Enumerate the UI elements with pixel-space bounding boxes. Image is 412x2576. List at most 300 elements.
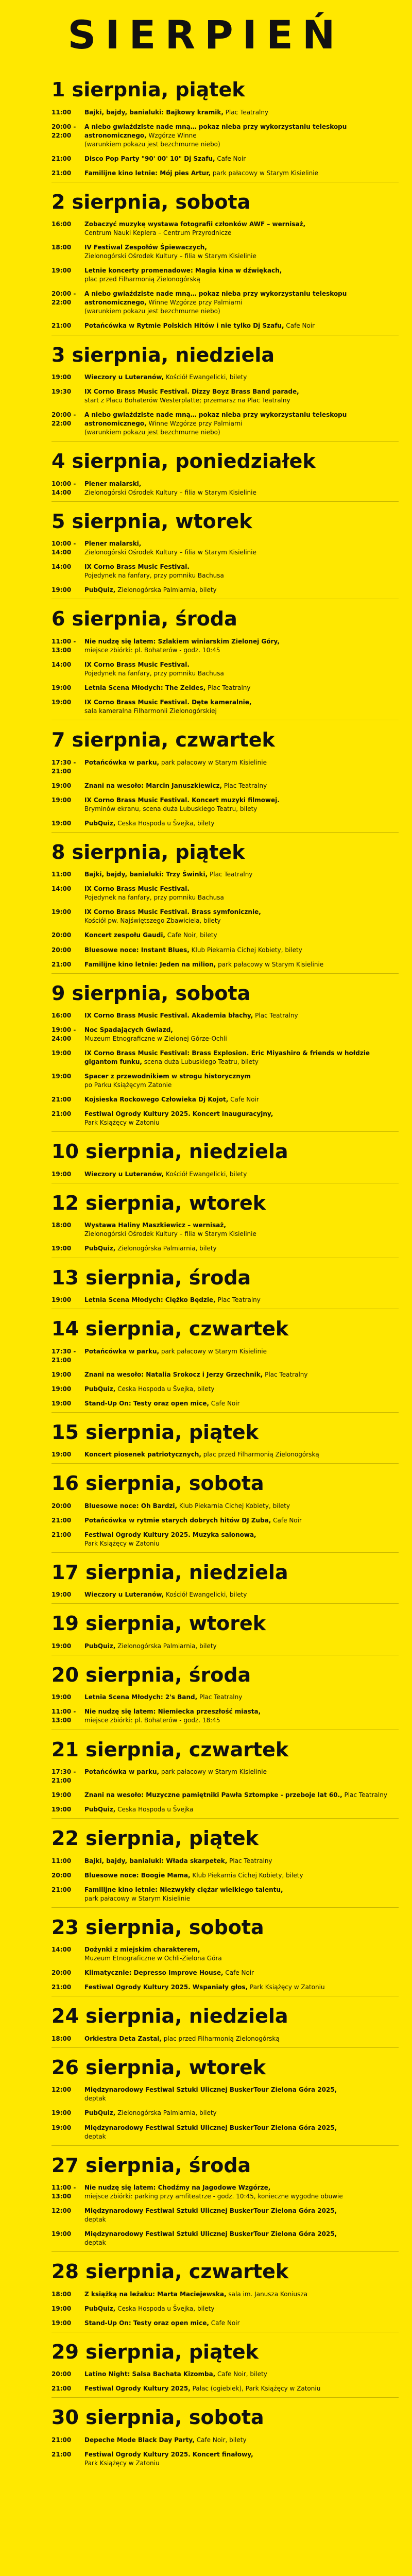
event-row [52,796,399,814]
event-description [84,1768,399,1785]
day-section [52,1183,399,1258]
event-description [84,2370,399,2379]
event-row [52,908,399,925]
event-venue: Wzgórze Winne [146,131,197,139]
event-title: PubQuiz, [84,1806,116,1814]
day-heading: 26 sierpnia, wtorek [52,2056,266,2079]
event-title: Znani na wesoło: Natalia Srokocz i Jerzy Grzechnik, [84,1370,263,1378]
event-title: PubQuiz, [84,2109,116,2117]
event-row [52,758,399,776]
day-section [52,1907,399,1996]
event-row [52,1531,399,1548]
event-row [52,819,399,828]
event-venue: Zielonogórska Palmiarnia, bilety [115,1245,217,1252]
day-section [52,2145,399,2252]
event-row [52,563,399,580]
event-description [84,1707,399,1725]
event-time: 11:00 [52,1857,72,1865]
event-time: 14:00 [52,885,72,893]
event-title: Disco Pop Party "90' 00' 10" Dj Szafu, [84,155,215,162]
event-description [84,539,399,557]
event-description [84,169,399,178]
event-title: Bluesowe noce: Oh Bardzi, [84,1502,178,1510]
event-description [84,321,399,330]
event-time: 20:00 [52,946,72,954]
day-section [52,1258,399,1309]
event-title: Kojsieska Rockowego Człowieka Dj Kojot, [84,1096,229,1104]
event-title: Wieczory u Luteranów, [84,1591,164,1599]
event-description [84,1531,399,1548]
event-time: 21:00 [52,2385,72,2393]
event-time: 21:00 [52,1096,72,1104]
event-title: Koncert piosenek patriotycznych, [84,1451,201,1459]
event-row [52,2370,399,2379]
event-venue-line: Zielonogórski Ośrodek Kultury – filia w Starym Kisielinie [84,1230,256,1238]
event-row [52,1244,399,1253]
event-time: 19:00 [52,1791,72,1799]
event-venue-line: Pojedynek na fanfary, przy pomniku Bachusa [84,894,224,902]
day-heading: 22 sierpnia, piątek [52,1827,259,1850]
event-row [52,684,399,692]
event-description [84,1945,399,1963]
day-section [52,973,399,1132]
event-description [84,586,399,595]
event-title: Z książką na leżaku: Marta Maciejewska, [84,2290,227,2298]
event-row [52,155,399,163]
event-time: 12:00 [52,2086,72,2094]
event-venue: park pałacowy w Starym Kisielinie [159,1347,267,1355]
event-description [84,1347,399,1365]
day-heading: 13 sierpnia, środa [52,1266,251,1289]
event-venue: Plac Teatralny [222,782,267,789]
event-venue: Plac Teatralny [227,1857,272,1865]
event-row [52,387,399,405]
day-heading: 28 sierpnia, czwartek [52,2260,289,2283]
event-description [84,2436,399,2445]
event-description [84,1385,399,1394]
event-title: PubQuiz, [84,1642,116,1650]
event-row [52,169,399,178]
event-title: IX Corno Brass Music Festival. [84,885,190,893]
event-description [84,1590,399,1599]
day-section [52,335,399,442]
event-row [52,539,399,557]
event-title: PubQuiz, [84,1385,116,1393]
event-title: IV Festiwal Zespołów Śpiewaczych, [84,244,207,251]
event-row [52,1110,399,1127]
event-title: Międzynarodowy Festiwal Sztuki Ulicznej BuskerTour Zielona Góra 2025, [84,2086,337,2094]
event-row [52,2035,399,2043]
event-time: 16:00 [52,221,72,228]
event-row [52,660,399,678]
event-time: 18:00 [52,2290,72,2298]
event-title: Festiwal Ogrody Kultury 2025. Koncert inauguracyjny, [84,1110,273,1118]
event-time: 20:00 - 22:00 [52,123,76,139]
event-venue: Cafe Noir [228,1096,259,1104]
event-time: 19:00 [52,1806,72,1814]
day-section [52,1818,399,1907]
event-time: 14:00 [52,563,72,571]
event-description [84,155,399,163]
event-venue: Park Książęcy w Zatoniu [248,1984,325,1991]
event-description [84,1244,399,1253]
event-row [52,1095,399,1104]
event-venue-line: Park Książęcy w Zatoniu [84,2459,160,2467]
event-row [52,1886,399,1903]
event-title: Międzynarodowy Festiwal Sztuki Ulicznej BuskerTour Zielona Góra 2025, [84,2207,337,2215]
event-time: 18:00 [52,1222,72,1229]
event-time: 19:00 [52,782,72,789]
event-venue: Kościół Ewangelicki, bilety [164,1170,247,1178]
event-time: 19:00 [52,586,72,594]
event-time: 19:00 [52,2109,72,2117]
event-row [52,870,399,879]
event-title: Festiwal Ogrody Kultury 2025. Wspaniały głos, [84,1984,248,1991]
event-row [52,2124,399,2141]
day-heading: 24 sierpnia, niedziela [52,2005,288,2028]
event-description [84,2384,399,2393]
event-venue: Ceska Hospoda u Švejka, bilety [115,1385,215,1393]
event-time: 21:00 [52,960,72,968]
event-title: Nie nudzę się latem: Chodźmy na Jagodowe Wzgórze, [84,2184,271,2192]
event-title: Bluesowe noce: Boogie Mama, [84,1871,191,1879]
event-time: 19:00 - 24:00 [52,1026,76,1043]
event-description [84,108,399,117]
event-description [84,373,399,382]
event-title: Koncert zespołu Gaudi, [84,931,165,939]
event-venue: Kościół Ewangelicki, bilety [164,1591,247,1599]
event-title: Znani na wesoło: Muzyczne pamiętniki Pawła Sztompke - przeboje lat 60., [84,1791,342,1799]
event-venue-line: Park Książęcy w Zatoniu [84,1119,160,1127]
event-description [84,220,399,238]
day-section [52,1412,399,1464]
event-venue-line: (warunkiem pokazu jest bezchmurne niebo) [84,429,220,436]
event-description [84,1886,399,1903]
event-venue: Zielonogórska Palmiarnia, bilety [115,2109,217,2117]
event-venue: park pałacowy w Starym Kisielinie [159,1768,267,1775]
event-row [52,1516,399,1525]
event-venue: Zielonogórska Palmiarnia, bilety [115,586,217,594]
event-time: 19:00 [52,1385,72,1393]
event-venue: plac przed Filharmonią Zielonogórską [201,1451,319,1459]
event-row [52,637,399,655]
event-venue: Plac Teatralny [342,1791,387,1799]
event-description [84,796,399,814]
day-heading: 29 sierpnia, piątek [52,2340,259,2363]
event-row [52,243,399,261]
day-heading: 9 sierpnia, sobota [52,981,251,1005]
event-title: IX Corno Brass Music Festival. Akademia błachy, [84,1012,253,1020]
event-venue-line: (warunkiem pokazu jest bezchmurne niebo) [84,140,220,148]
event-time: 17:30 - 21:00 [52,1768,76,1785]
event-description [84,290,399,316]
day-section [52,1131,399,1183]
event-venue: Cafe Noir, bilety [215,2370,267,2378]
day-section [52,2397,399,2472]
day-section [52,720,399,832]
event-time: 11:00 [52,108,72,116]
event-time: 19:00 [52,908,72,916]
event-venue: park pałacowy w Starym Kisielinie [211,169,318,177]
event-venue: Plac Teatralny [223,108,269,116]
day-heading: 14 sierpnia, czwartek [52,1317,289,1341]
event-time: 21:00 [52,155,72,162]
event-row [52,480,399,497]
event-time: 20:00 [52,2370,72,2378]
event-title: Plener malarski, [84,540,142,548]
event-description [84,2035,399,2043]
day-heading: 8 sierpnia, piątek [52,840,245,863]
event-row [52,946,399,955]
event-title: A niebo gwiaździste nade mną… pokaz nieba przy wykorzystaniu teleskopu astronomicznego, [84,290,347,307]
day-section [52,70,399,182]
event-title: IX Corno Brass Music Festival. Dęte kameralnie, [84,699,252,706]
event-title: Depeche Mode Black Day Party, [84,2436,195,2444]
day-heading: 16 sierpnia, sobota [52,1472,264,1495]
event-title: Bajki, bajdy, banialuki: Włada skarpetek, [84,1857,228,1865]
event-title: IX Corno Brass Music Festival. Koncert muzyki filmowej. [84,796,280,804]
event-title: Zobaczyć muzykę wystawa fotografii członków AWF – wernisaż, [84,221,306,228]
event-time: 21:00 [52,1516,72,1524]
event-venue: sala im. Janusza Koniusza [226,2290,308,2298]
day-section [52,1730,399,1819]
event-venue: Klub Piekarnia Cichej Kobiety, bilety [177,1502,290,1510]
event-row [52,220,399,238]
page-title: SIERPIEŃ [67,12,345,58]
event-venue-line: Muzeum Etnograficzne w Ochli-Zielona Góra [84,1955,222,1962]
event-row [52,2207,399,2224]
event-row [52,2304,399,2313]
event-time: 21:00 [52,2436,72,2444]
event-venue-line: Park Książęcy w Zatoniu [84,1539,160,1547]
event-venue-line: miejsce zbiórki: parking przy amfiteatrze - godz. 10:45, konieczne wygodne obuwie [84,2193,343,2200]
event-row [52,1049,399,1066]
event-time: 21:00 [52,2450,72,2458]
event-row [52,1385,399,1394]
event-row [52,960,399,969]
event-title: Znani na wesoło: Marcin Januszkiewicz, [84,782,222,789]
event-description [84,1221,399,1239]
event-description [84,1983,399,1992]
event-description [84,1072,399,1090]
day-heading: 10 sierpnia, niedziela [52,1140,288,1163]
day-heading: 4 sierpnia, poniedziałek [52,450,316,473]
event-time: 19:00 [52,1170,72,1178]
day-heading: 7 sierpnia, czwartek [52,728,275,752]
event-venue: Ceska Hospoda u Švejka [115,1806,194,1814]
event-description [84,637,399,655]
event-title: PubQuiz, [84,2304,116,2312]
event-venue: park pałacowy w Starym Kisielinie [159,758,267,766]
event-description [84,885,399,902]
event-title: Potańcówka w Rytmie Polskich Hitów i nie tylko Dj Szafu, [84,322,284,330]
day-heading: 5 sierpnia, wtorek [52,510,252,533]
day-section [52,501,399,599]
event-time: 14:00 [52,660,72,668]
event-title: IX Corno Brass Music Festival. Dizzy Boyz Brass Band parade, [84,388,299,396]
event-row [52,931,399,940]
event-venue-line: sala kameralna Filharmonii Zielonogórskiej [84,707,217,715]
event-title: Noc Spadających Gwiazd, [84,1026,173,1034]
event-description [84,1399,399,1408]
event-venue-line: deptak [84,2239,106,2247]
event-description [84,2230,399,2247]
event-description [84,266,399,284]
event-description [84,2290,399,2299]
event-row [52,1296,399,1304]
event-time: 21:00 [52,169,72,177]
event-title: IX Corno Brass Music Festival: Brass Explosion. Eric Miyashiro & friends w hołdzie gigantom funku, [84,1049,370,1066]
event-row [52,1768,399,1785]
event-venue-line: park pałacowy w Starym Kisielinie [84,1894,191,1902]
event-description [84,1857,399,1866]
day-section [52,441,399,501]
event-title: A niebo gwiaździste nade mną… pokaz nieba przy wykorzystaniu teleskopu astronomicznego, [84,411,347,428]
event-time: 19:00 [52,1642,72,1650]
event-time: 16:00 [52,1012,72,1020]
event-description [84,1871,399,1880]
event-row [52,1707,399,1725]
event-time: 19:00 [52,1296,72,1303]
event-row [52,373,399,382]
event-description [84,1969,399,1977]
event-description [84,1516,399,1525]
event-venue-line: (warunkiem pokazu jest bezchmurne niebo) [84,308,220,315]
event-time: 18:00 [52,2035,72,2042]
event-venue: Plac Teatralny [215,1296,261,1303]
event-venue: Plac Teatralny [263,1370,308,1378]
event-time: 10:00 - 14:00 [52,480,76,496]
day-section [52,2332,399,2398]
event-venue: Cafe Noir [209,1399,240,1407]
event-row [52,885,399,902]
event-title: Bajki, bajdy, banialuki: Trzy Świnki, [84,871,208,878]
event-venue: Cafe Noir [223,1969,254,1977]
event-time: 19:00 [52,1049,72,1057]
event-row [52,1590,399,1599]
event-venue: Cafe Noir, bilety [165,931,217,939]
event-title: Bluesowe noce: Instant Blues, [84,946,190,954]
event-time: 20:00 [52,931,72,939]
event-title: Wystawa Haliny Maszkiewicz – wernisaż, [84,1222,226,1229]
event-title: Potańcówka w parku, [84,1347,160,1355]
event-time: 20:00 [52,1871,72,1879]
event-title: Wieczory u Luteranów, [84,374,164,381]
event-venue-line: Centrum Nauki Keplera – Centrum Przyrodnicze [84,229,232,237]
event-time: 17:30 - 21:00 [52,758,76,775]
event-row [52,586,399,595]
event-title: PubQuiz, [84,586,116,594]
event-time: 19:00 [52,684,72,692]
event-title: Klimatycznie: Depresso Improve House, [84,1969,224,1977]
event-description [84,1049,399,1066]
event-row [52,321,399,330]
event-title: Międzynarodowy Festiwal Sztuki Ulicznej BuskerTour Zielona Góra 2025, [84,2230,337,2238]
event-time: 19:00 [52,267,72,275]
event-time: 20:00 [52,1969,72,1977]
event-title: Letnia Scena Młodych: The Zeldes, [84,684,206,692]
event-title: Letnia Scena Młodych: Ciężko Będzie, [84,1296,216,1303]
event-row [52,2450,399,2468]
day-section [52,182,399,335]
event-title: Familijne kino letnie: Niezwykły cięźar wielkiego talentu, [84,1886,283,1893]
event-time: 20:00 - 22:00 [52,290,76,307]
event-time: 19:00 [52,1399,72,1407]
event-title: Potańcówka w rytmie starych dobrych hitów DJ Zuba, [84,1516,271,1524]
event-title: PubQuiz, [84,819,116,827]
event-time: 19:00 [52,2319,72,2327]
event-venue-line: Muzeum Etnograficzne w Zielonej Górze-Ochli [84,1035,227,1043]
event-title: Nie nudzę się latem: Szlakiem winiarskim Zielonej Góry, [84,637,280,645]
event-description [84,1370,399,1379]
day-heading: 30 sierpnia, sobota [52,2406,264,2429]
event-time: 19:00 [52,374,72,381]
event-title: Bajki, bajdy, banialuki: Bajkowy kramik, [84,108,224,116]
event-row [52,411,399,437]
event-time: 14:00 [52,1946,72,1954]
event-title: IX Corno Brass Music Festival. [84,660,190,668]
event-time: 18:00 [52,244,72,251]
event-description [84,1026,399,1043]
event-title: Familijne kino letnie: Mój pies Artur, [84,169,211,177]
event-venue: Zielonogórska Palmiarnia, bilety [115,1642,217,1650]
event-venue: Plac Teatralny [205,684,251,692]
event-description [84,908,399,925]
event-row [52,1857,399,1866]
event-time: 19:00 [52,1591,72,1599]
event-time: 19:00 [52,1245,72,1252]
event-description [84,2086,399,2103]
event-title: A niebo gwiaździste nade mną… pokaz nieba przy wykorzystaniu teleskopu astronomicznego, [84,123,347,139]
event-description [84,387,399,405]
day-heading: 17 sierpnia, niedziela [52,1561,288,1584]
event-time: 19:00 [52,819,72,827]
day-heading: 23 sierpnia, sobota [52,1916,264,1939]
event-time: 21:00 [52,1886,72,1893]
day-section [52,2047,399,2145]
event-venue: Plac Teatralny [197,1693,243,1701]
event-title: Festiwal Ogrody Kultury 2025, [84,2385,191,2393]
event-time: 19:00 [52,2304,72,2312]
event-title: IX Corno Brass Music Festival. [84,563,190,571]
event-venue: Klub Piekarnia Cichej Kobiety, bilety [189,946,302,954]
event-time: 11:00 - 13:00 [52,2184,76,2200]
event-title: Letnie koncerty promenadowe: Magia kina w dźwiękach, [84,267,282,275]
day-section [52,1603,399,1655]
event-title: Letnia Scena Młodych: 2's Band, [84,1693,198,1701]
event-time: 19:00 [52,1073,72,1080]
event-row [52,1805,399,1814]
event-description [84,1502,399,1511]
event-row [52,1983,399,1992]
event-title: PubQuiz, [84,1245,116,1252]
event-title: Familijne kino letnie: Jeden na milion, [84,960,216,968]
event-venue: Ceska Hospoda u Švejka, bilety [115,2304,215,2312]
event-venue-line: miejsce zbiórki: pl. Bohaterów - godz. 10:45 [84,646,220,654]
event-description [84,1296,399,1304]
event-time: 21:00 [52,1110,72,1118]
event-row [52,698,399,716]
event-title: IX Corno Brass Music Festival. Brass symfonicznie, [84,908,261,916]
day-heading: 20 sierpnia, środa [52,1663,251,1686]
event-venue-line: plac przed Filharmonią Zielonogórską [84,276,200,283]
event-row [52,1370,399,1379]
event-row [52,2384,399,2393]
event-description [84,931,399,940]
event-description [84,1095,399,1104]
event-row [52,290,399,316]
day-section [52,1655,399,1730]
